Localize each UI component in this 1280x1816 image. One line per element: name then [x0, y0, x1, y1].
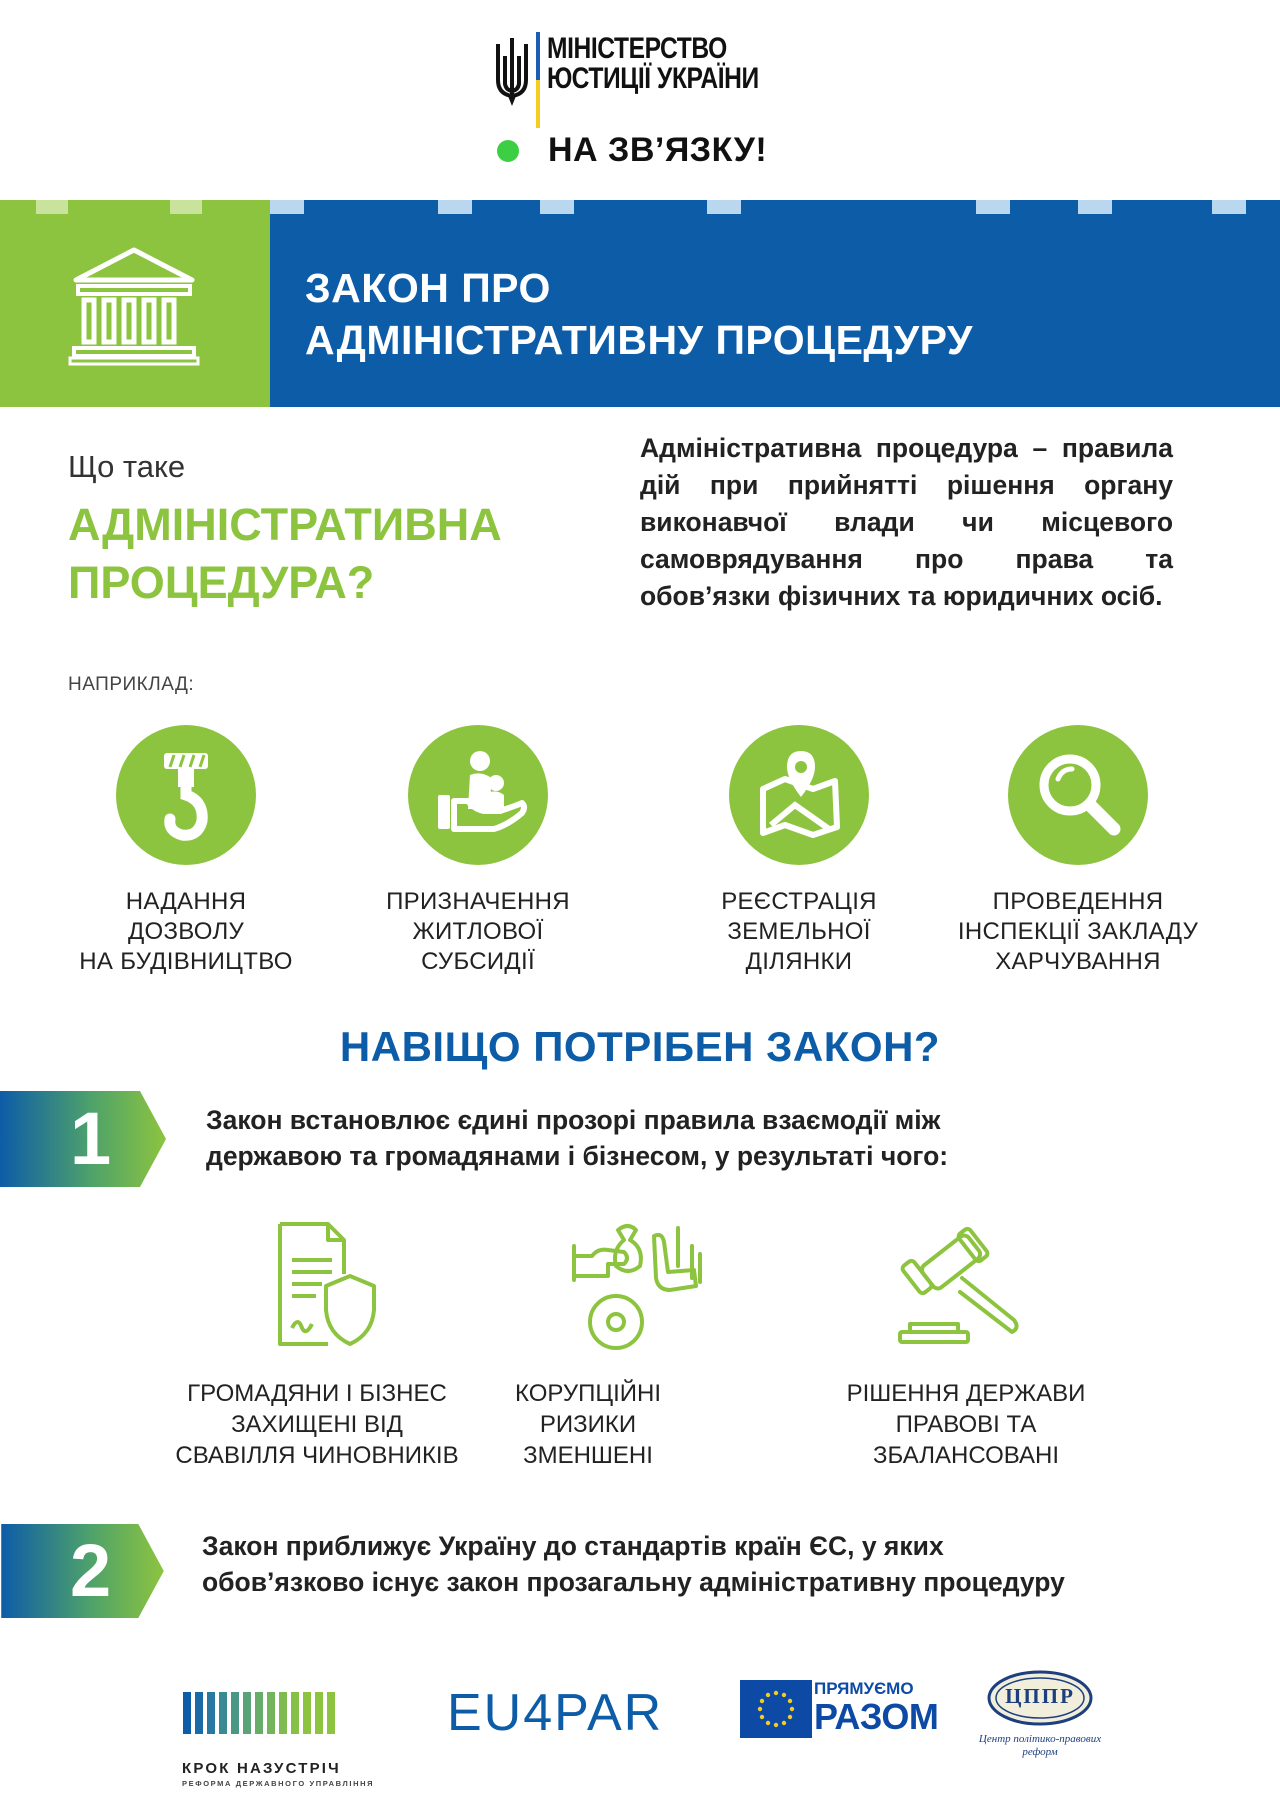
krok-logo-subtitle: РЕФОРМА ДЕРЖАВНОГО УПРАВЛІННЯ	[182, 1779, 375, 1788]
result-caption: ГРОМАДЯНИ І БІЗНЕС ЗАХИЩЕНІ ВІД СВАВІЛЛЯ ЧИНОВНИКІВ	[175, 1380, 459, 1469]
banner-tick	[976, 200, 1010, 214]
example-caption: НАДАННЯ ДОЗВОЛУ НА БУДІВНИЦТВО	[79, 888, 293, 975]
example-label: НАПРИКЛАД:	[68, 674, 195, 695]
slogan: НА ЗВ’ЯЗКУ!	[548, 131, 768, 169]
government-building-icon	[68, 244, 200, 368]
map-pin-icon	[729, 725, 869, 865]
eu-flag-icon	[740, 1680, 812, 1738]
page-title: ЗАКОН ПРО АДМІНІСТРАТИВНУ ПРОЦЕДУРУ	[305, 265, 973, 363]
section-heading: НАВІЩО ПОТРІБЕН ЗАКОН?	[339, 1023, 941, 1070]
example-caption: РЕЄСТРАЦІЯ ЗЕМЕЛЬНОЇ ДІЛЯНКИ	[721, 888, 877, 975]
banner-tick	[170, 200, 202, 214]
point-1-text: Закон встановлює єдині прозорі правила взаємодії між державою та громадянами і бізнесом, у результаті чого:	[206, 1105, 949, 1171]
eu4par-logo: EU4PAR	[447, 1684, 664, 1742]
banner-tick	[1078, 200, 1112, 214]
banner-icon-panel	[0, 200, 270, 407]
example-caption: ПРИЗНАЧЕННЯ ЖИТЛОВОЇ СУБСИДІЇ	[386, 888, 570, 975]
example-icon-circle	[116, 725, 256, 865]
point-number: 2	[70, 1529, 112, 1612]
bribe-refusal-icon	[568, 1218, 708, 1352]
krok-logo-title: КРОК НАЗУСТРІЧ	[182, 1760, 341, 1777]
flag-stripe-yellow	[536, 80, 540, 128]
crane-hook-icon	[116, 725, 256, 865]
trident-icon	[488, 34, 536, 130]
question-heading: АДМІНІСТРАТИВНА ПРОЦЕДУРА?	[68, 499, 502, 608]
banner-tick	[540, 200, 574, 214]
cppr-logo-caption: Центр політико-правових реформ	[978, 1733, 1102, 1758]
status-dot-icon	[497, 140, 519, 162]
question-intro: Що таке	[68, 449, 186, 484]
magnifier-icon	[1008, 725, 1148, 865]
document-shield-icon	[258, 1220, 378, 1350]
banner-tick	[438, 200, 472, 214]
ministry-name: МІНІСТЕРСТВО ЮСТИЦІЇ УКРАЇНИ	[547, 32, 759, 95]
example-icon-circle	[1008, 725, 1148, 865]
banner-tick	[707, 200, 741, 214]
example-caption: ПРОВЕДЕННЯ ІНСПЕКЦІЇ ЗАКЛАДУ ХАРЧУВАННЯ	[957, 888, 1199, 975]
flag-stripe-blue	[536, 32, 540, 80]
result-caption: КОРУПЦІЙНІ РИЗИКИ ЗМЕНШЕНІ	[514, 1380, 662, 1469]
krok-logo-icon	[183, 1692, 339, 1750]
gavel-icon	[896, 1220, 1028, 1350]
razom-logo-text: РАЗОМ	[814, 1696, 939, 1737]
hand-family-icon	[408, 725, 548, 865]
point-number: 1	[70, 1097, 112, 1180]
result-caption: РІШЕННЯ ДЕРЖАВИ ПРАВОВІ ТА ЗБАЛАНСОВАНІ	[846, 1380, 1086, 1469]
definition-text: Адміністративна процедура – правила дій при прийнятті рішення органу виконавчої влади чи місцевого самоврядування про права та обов’язки фізичних та юридичних осіб.	[640, 433, 1173, 611]
banner-tick	[1212, 200, 1246, 214]
cppr-logo-abbr: ЦППР	[1005, 1684, 1075, 1708]
pryamuemo-logo-text: ПРЯМУЄМО	[814, 1679, 914, 1698]
example-icon-circle	[729, 725, 869, 865]
banner-tick	[270, 200, 304, 214]
example-icon-circle	[408, 725, 548, 865]
point-2-text: Закон приближує Україну до стандартів країн ЄС, у яких обов’язково існує закон прозагальну адміністративну процедуру	[202, 1531, 1065, 1597]
banner-tick	[36, 200, 68, 214]
